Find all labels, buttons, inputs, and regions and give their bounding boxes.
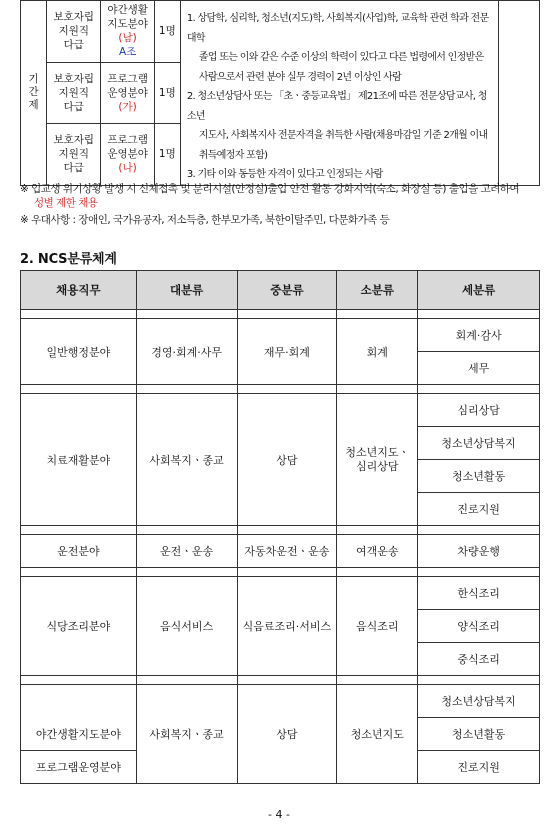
column-header: 소분류 — [337, 271, 418, 310]
major-cell: 경영·회계·사무 — [136, 319, 237, 385]
major-cell: 사회복지ㆍ종교 — [136, 685, 237, 784]
column-header: 세분류 — [418, 271, 540, 310]
detail-cell: 한식조리 — [418, 577, 540, 610]
table-row — [21, 685, 540, 718]
detail-cell: 청소년상담복지 — [418, 427, 540, 460]
minor-cell: 회계 — [337, 319, 418, 385]
major-cell: 사회복지ㆍ종교 — [136, 394, 237, 526]
middle-cell: 재무·회계 — [237, 319, 337, 385]
major-cell: 음식서비스 — [136, 577, 237, 676]
empty-cell — [498, 1, 539, 186]
job-cell: 식당조리분야 — [21, 577, 137, 676]
job-cell — [21, 685, 137, 718]
detail-cell: 진로지원 — [418, 751, 540, 784]
table-row — [21, 577, 540, 610]
minor-cell: 여객운송 — [337, 535, 418, 568]
job-cell: 운전분야 — [21, 535, 137, 568]
middle-cell: 식음료조리·서비스 — [237, 577, 337, 676]
job-kind-cell: 보호자립 지원직 다급 — [47, 1, 101, 63]
detail-cell: 진로지원 — [418, 493, 540, 526]
employment-type-cell: 기 간 제 — [21, 1, 47, 186]
qualification-cell: 1. 상담학, 심리학, 청소년(지도)학, 사회복지(사업)학, 교육학 관련 학과 전문대학 졸업 또는 이와 같은 수준 이상의 학력이 있다고 다른 법령에서 인정받은 사람으로서 관련 분야 실무 경력이 2년 이상인 사람 2. 청소년상담사 또는 「초ㆍ중등교육법」 제21조에 따른 전문상담교사, 청소년 지도사, 사회복지사 전문자격을 취득한 사람(채용마감일 기준 2개월 이내 취득예정자 포함) 3. 기타 이와 동등한 자격이 있다고 인정되는 사람 — [180, 1, 498, 186]
table-row — [21, 1, 540, 63]
job-field-cell: 프로그램 운영분야 (나) — [101, 124, 154, 186]
detail-cell: 중식조리 — [418, 643, 540, 676]
middle-cell: 자동차운전ㆍ운송 — [237, 535, 337, 568]
note-gender-restriction-cont: 성별 제한 채용 — [34, 197, 98, 209]
job-field-cell: 프로그램 운영분야 (가) — [101, 62, 154, 124]
job-cell: 프로그램운영분야 — [21, 750, 137, 784]
page-number: - 4 - — [268, 808, 290, 821]
ncs-table — [20, 270, 540, 784]
table-row — [21, 319, 540, 352]
note-gender-restriction: ※ 입교생 위기상황 발생 시 신체접촉 및 분리시설(안정실)출입 안전 활동 강화지역(숙소, 화장실 등) 출입을 고려하여 — [20, 183, 520, 195]
section-title: 2. NCS분류체계 — [20, 252, 117, 267]
headcount-cell: 1명 — [154, 1, 180, 63]
headcount-cell: 1명 — [154, 62, 180, 124]
job-cell: 치료재활분야 — [21, 394, 137, 526]
detail-cell: 양식조리 — [418, 610, 540, 643]
job-field-cell: 야간생활 지도분야(남) A조 — [101, 1, 154, 63]
column-header: 채용직무 — [21, 271, 137, 310]
recruitment-table — [20, 0, 540, 186]
minor-cell: 청소년지도ㆍ심리상담 — [337, 394, 418, 526]
detail-cell: 회계·감사 — [418, 319, 540, 352]
detail-cell: 심리상담 — [418, 394, 540, 427]
minor-cell: 청소년지도 — [337, 685, 418, 784]
job-kind-cell: 보호자립 지원직 다급 — [47, 62, 101, 124]
column-header: 중분류 — [237, 271, 337, 310]
middle-cell: 상담 — [237, 685, 337, 784]
table-header-row — [21, 271, 540, 310]
detail-cell: 청소년활동 — [418, 718, 540, 751]
detail-cell: 청소년상담복지 — [418, 685, 540, 718]
note-preference: ※ 우대사항 : 장애인, 국가유공자, 저소득층, 한부모가족, 북한이탈주민, 다문화가족 등 — [20, 214, 390, 226]
job-cell: 일반행정분야 — [21, 319, 137, 385]
detail-cell: 세무 — [418, 352, 540, 385]
middle-cell: 상담 — [237, 394, 337, 526]
minor-cell: 음식조리 — [337, 577, 418, 676]
table-row — [21, 535, 540, 568]
column-header: 대분류 — [136, 271, 237, 310]
detail-cell: 청소년활동 — [418, 460, 540, 493]
headcount-cell: 1명 — [154, 124, 180, 186]
major-cell: 운전ㆍ운송 — [136, 535, 237, 568]
table-row — [21, 394, 540, 427]
job-cell: 야간생활지도분야 — [21, 718, 137, 751]
job-kind-cell: 보호자립 지원직 다급 — [47, 124, 101, 186]
detail-cell: 차량운행 — [418, 535, 540, 568]
